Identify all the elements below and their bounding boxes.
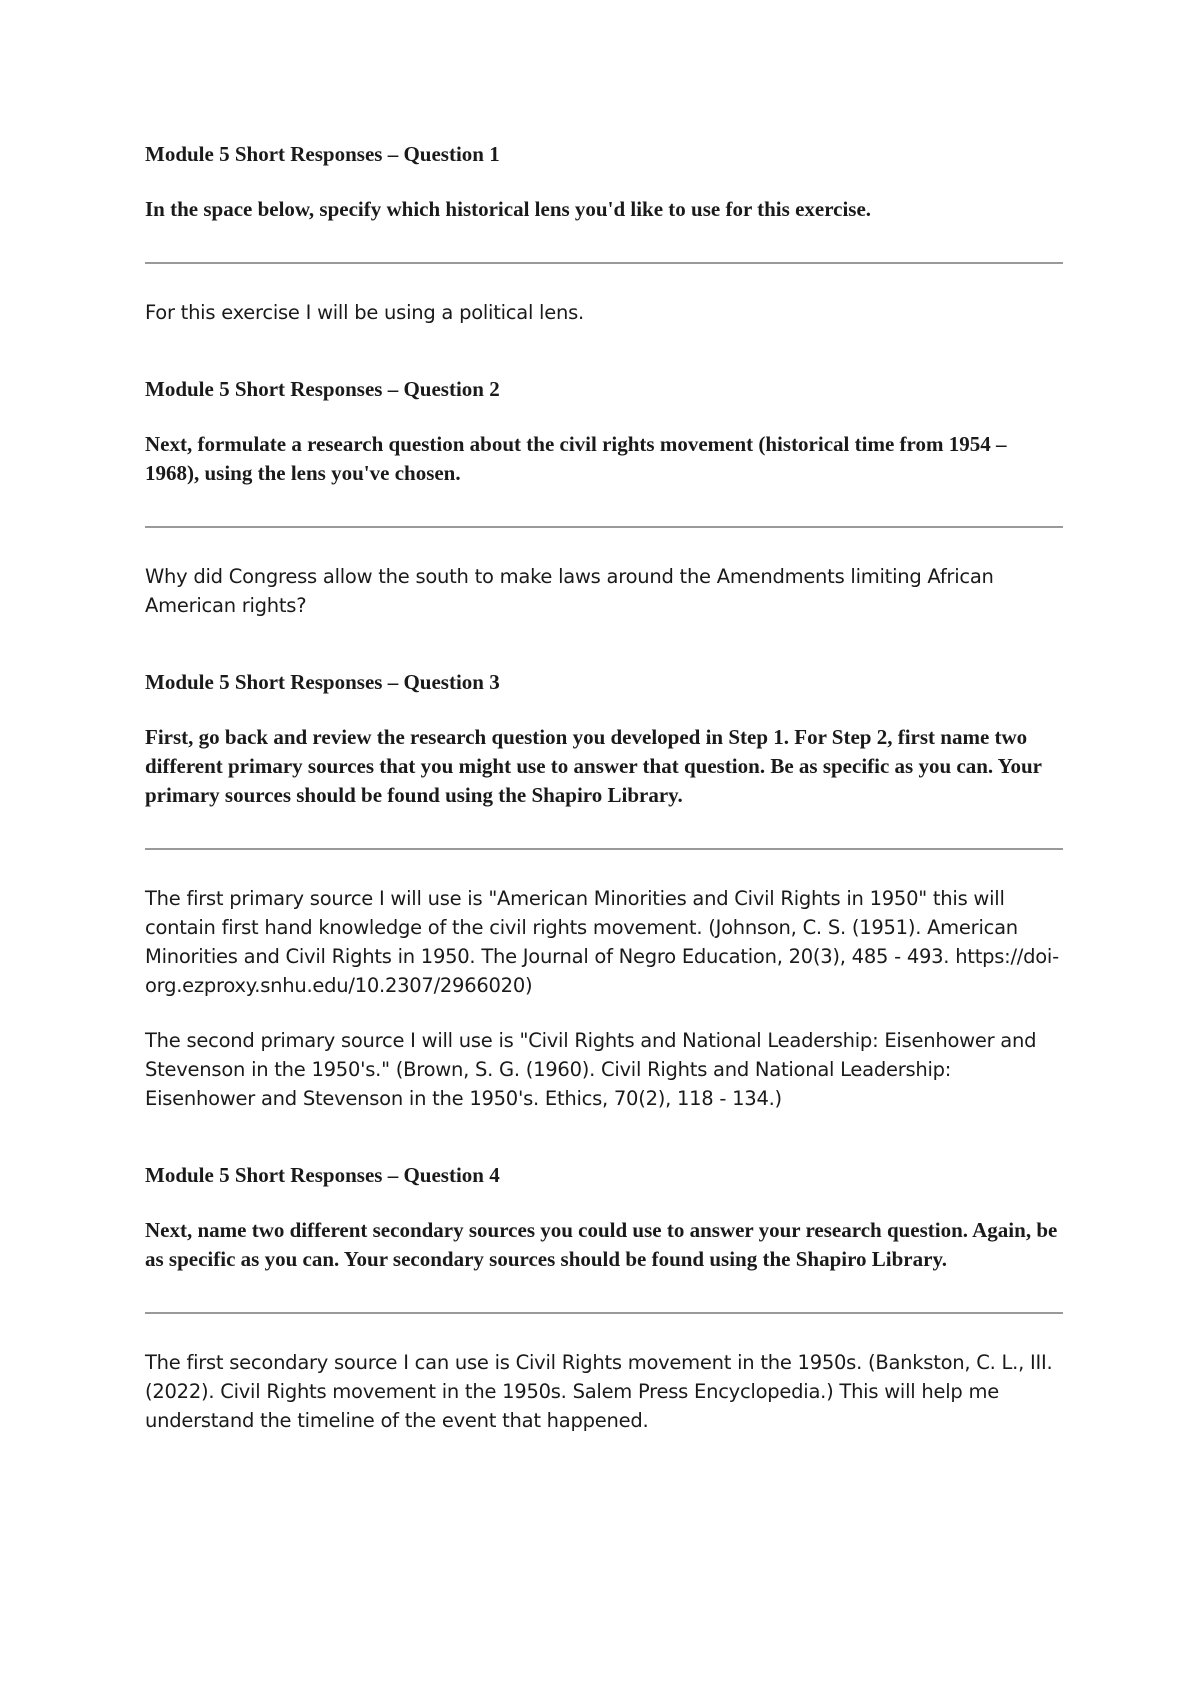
question-4-section xyxy=(145,1161,1063,1435)
question-1-section xyxy=(145,140,1063,327)
section-spacer xyxy=(145,1113,1063,1161)
document-page xyxy=(145,140,1063,1435)
question-2-divider xyxy=(145,526,1063,528)
question-2-prompt: Next, formulate a research question about the civil rights movement (historical time from 1954 – 1968), using the lens you've chosen. xyxy=(145,432,1007,485)
question-3-answer-2: The second primary source I will use is "Civil Rights and National Leadership: Eisenhower and Stevenson in the 1950's." (Brown, S. G. (1960). Civil Rights and National Leadership: Eisenhower and Stevenson in the 1950's. Ethics, 70(2), 118 - 134.) xyxy=(145,1029,1037,1110)
question-3-divider xyxy=(145,848,1063,850)
question-1-prompt: In the space below, specify which historical lens you'd like to use for this exercise. xyxy=(145,197,872,221)
question-2-title: Module 5 Short Responses – Question 2 xyxy=(145,377,500,401)
question-2-section xyxy=(145,375,1063,620)
question-1-answer: For this exercise I will be using a political lens. xyxy=(145,301,584,324)
question-4-title: Module 5 Short Responses – Question 4 xyxy=(145,1163,500,1187)
question-4-divider xyxy=(145,1312,1063,1314)
section-spacer xyxy=(145,327,1063,375)
question-3-answer-1: The first primary source I will use is "American Minorities and Civil Rights in 1950" this will contain first hand knowledge of the civil rights movement. (Johnson, C. S. (1951). American Minorities and Civil Rights in 1950. The Journal of Negro Education, 20(3), 485 - 493. https://doi-org.ezproxy.snhu.edu/10.2307/2966020) xyxy=(145,887,1059,997)
question-1-divider xyxy=(145,262,1063,264)
question-3-section xyxy=(145,668,1063,1113)
question-3-prompt: First, go back and review the research question you developed in Step 1. For Step 2, first name two different primary sources that you might use to answer that question. Be as specific as you can. Your primary sources should be found using the Shapiro Library. xyxy=(145,725,1042,807)
question-1-title: Module 5 Short Responses – Question 1 xyxy=(145,142,500,166)
question-4-prompt: Next, name two different secondary sources you could use to answer your research question. Again, be as specific as you can. Your secondary sources should be found using the Shapiro Library. xyxy=(145,1218,1058,1271)
question-3-title: Module 5 Short Responses – Question 3 xyxy=(145,670,500,694)
section-spacer xyxy=(145,620,1063,668)
question-2-answer: Why did Congress allow the south to make laws around the Amendments limiting African American rights? xyxy=(145,565,994,617)
question-4-answer: The first secondary source I can use is Civil Rights movement in the 1950s. (Bankston, C. L., III. (2022). Civil Rights movement in the 1950s. Salem Press Encyclopedia.) This will help me understand the timeline of the event that happened. xyxy=(145,1351,1053,1432)
